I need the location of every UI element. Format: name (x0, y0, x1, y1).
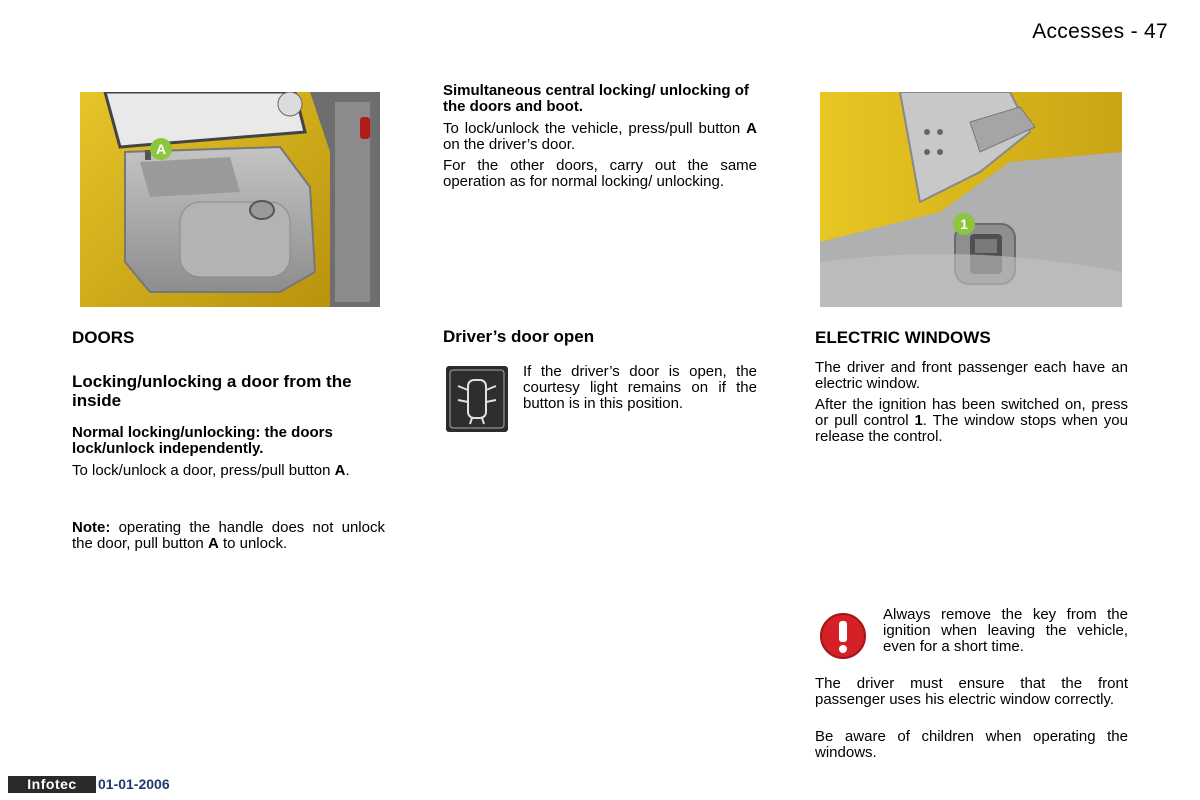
driver-door-open-paragraph: If the driver’s door is open, the courtesy light remains on if the button is in this position. (523, 363, 757, 412)
electric-windows-paragraph-1: The driver and front passenger each have an electric window. (815, 359, 1128, 392)
text-run: operating the handle does not unlock the door, pull button (72, 519, 385, 552)
section-title: Accesses (1032, 20, 1125, 43)
car-doors-symbol (446, 366, 508, 432)
normal-locking-heading: Normal locking/unlocking: the doors lock/unlock independently. (72, 424, 333, 457)
bold-run: A (746, 120, 757, 137)
window-switch-illustration (820, 92, 1122, 307)
text-run: . The window stops when you release the control. (815, 412, 1128, 445)
note-label: Note: (72, 519, 111, 536)
bold-run: A (334, 462, 346, 479)
badge-a-icon: A (150, 138, 172, 160)
text-run: To lock/unlock the vehicle, press/pull button (443, 120, 747, 137)
central-locking-paragraph-1 (443, 121, 757, 153)
bold-run: A (207, 535, 219, 552)
electric-windows-paragraph-4: Be aware of children when operating the windows. (815, 728, 1128, 761)
door-interior-image (80, 92, 380, 307)
driver-door-open-heading: Driver’s door open (443, 327, 595, 346)
infotec-logo: Infotec (8, 776, 96, 793)
door-illustration (80, 92, 380, 307)
note-paragraph (72, 520, 385, 552)
electric-windows-heading: ELECTRIC WINDOWS (815, 328, 991, 347)
text-run: After the ignition has been switched on, press or pull control (815, 396, 1128, 429)
page-header (1032, 20, 1168, 44)
text-run: To lock/unlock a door, press/pull button (72, 462, 335, 479)
exclamation-icon (819, 612, 867, 660)
badge-1-icon: 1 (953, 213, 975, 235)
electric-windows-paragraph-2 (815, 397, 1128, 445)
page-number: 47 (1144, 20, 1168, 43)
warning-paragraph: Always remove the key from the ignition when leaving the vehicle, even for a short time. (883, 606, 1128, 655)
warning-icon (819, 612, 867, 660)
text-run: to unlock. (218, 535, 288, 552)
header-separator: - (1130, 20, 1145, 43)
locking-subheading: Locking/unlocking a door from the inside (72, 372, 352, 410)
window-switch-image (820, 92, 1122, 307)
lock-door-paragraph (72, 463, 385, 479)
text-run: on the driver’s door. (443, 136, 576, 153)
footer-date: 01-01-2006 (98, 776, 170, 792)
central-locking-paragraph-2: For the other doors, carry out the same operation as for normal locking/ unlocking. (443, 157, 757, 190)
doors-heading: DOORS (72, 328, 135, 347)
central-locking-heading: Simultaneous central locking/ unlocking of the doors and boot. (443, 82, 749, 115)
electric-windows-paragraph-3: The driver must ensure that the front passenger uses his electric window correctly. (815, 675, 1128, 708)
courtesy-light-icon (446, 366, 508, 432)
text-run: . (345, 462, 350, 479)
bold-run: 1 (914, 412, 923, 429)
